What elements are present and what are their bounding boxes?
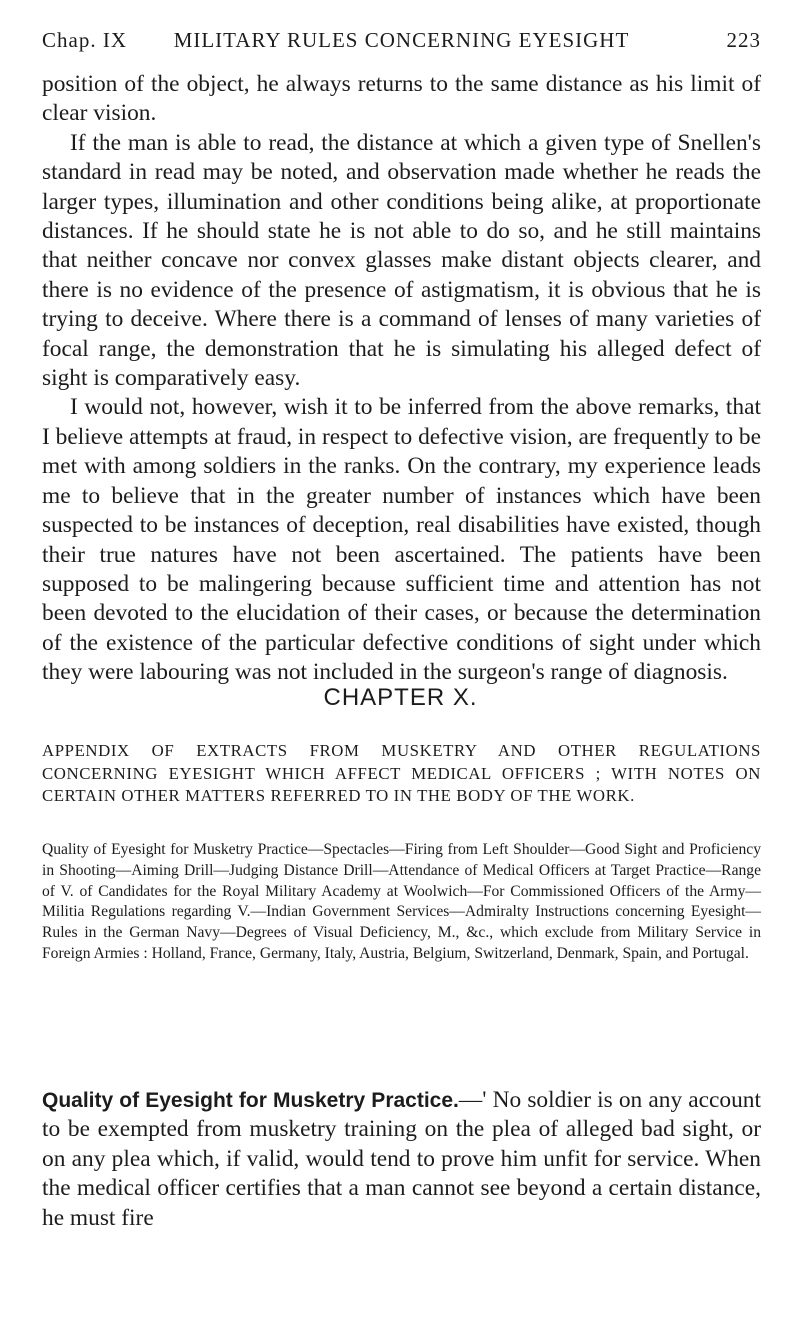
- appendix-heading: APPENDIX OF EXTRACTS FROM MUSKETRY AND OTHER REGULATIONS CONCERNING EYESIGHT WHICH AFFECT MEDICAL OFFICERS ; WITH NOTES ON CERTAIN OTHER MATTERS REFERRED TO IN THE BODY OF THE WORK.: [42, 741, 761, 805]
- section-paragraph: [42, 1086, 761, 1233]
- section-text: —' No soldier is on any account to be exempted from musketry training on the plea of alleged bad sight, or on any plea which, if valid, would tend to prove him unfit for service. When the medical officer certifies that a man cannot see beyond a certain distance, he must fire: [42, 1087, 761, 1231]
- paragraph-1: position of the object, he always returns to the same distance as his limit of clear vision.: [42, 71, 761, 127]
- body-text: [42, 70, 761, 688]
- paragraph-3: I would not, however, wish it to be inferred from the above remarks, that I believe attempts at fraud, in respect to defective vision, are frequently to be met with among soldiers in the ranks. On the contrary, my experience leads me to believe that in the greater number of instances which have been suspected to be instances of deception, real disabilities have existed, though their true natures have not been ascertained. The patients have been supposed to be malingering because sufficient time and attention has not been devoted to the elucidation of their cases, or because the determination of the existence of the particular defective conditions of sight under which they were labouring was not included in the surgeon's range of diagnosis.: [42, 394, 761, 686]
- chapter-heading: CHAPTER X.: [323, 684, 478, 711]
- paragraph-2: If the man is able to read, the distance at which a given type of Snellen's standard in read may be noted, and observation made whether he reads the larger types, illumination and other conditions being alike, at proportionate distances. If he should state he is not able to do so, and he still maintains that neither concave nor convex glasses make distant objects clearer, and there is no evidence of the presence of astigmatism, it is obvious that he is trying to deceive. Where there is a command of lenses of many varieties of focal range, the demonstration that he is simulating his alleged defect of sight is comparatively easy.: [42, 129, 761, 392]
- chapter-label: Chap. IX: [42, 28, 127, 52]
- running-header: [42, 28, 761, 58]
- section-title: Quality of Eyesight for Musketry Practice.: [42, 1089, 459, 1112]
- running-title: MILITARY RULES CONCERNING EYESIGHT: [173, 28, 630, 52]
- page-number: 223: [726, 28, 761, 52]
- chapter-summary: Quality of Eyesight for Musketry Practice—Spectacles—Firing from Left Shoulder—Good Sight and Proficiency in Shooting—Aiming Drill—Judging Distance Drill—Attendance of Medical Officers at Target Practice—Range of V. of Candidates for the Royal Military Academy at Woolwich—For Commissioned Officers of the Army—Militia Regulations regarding V.—Indian Government Services—Admiralty Instructions concerning Eyesight—Rules in the German Navy—Degrees of Visual Deficiency, M., &c., which exclude from Military Service in Foreign Armies : Holland, France, Germany, Italy, Austria, Belgium, Switzerland, Denmark, Spain, and Portugal.: [42, 841, 761, 962]
